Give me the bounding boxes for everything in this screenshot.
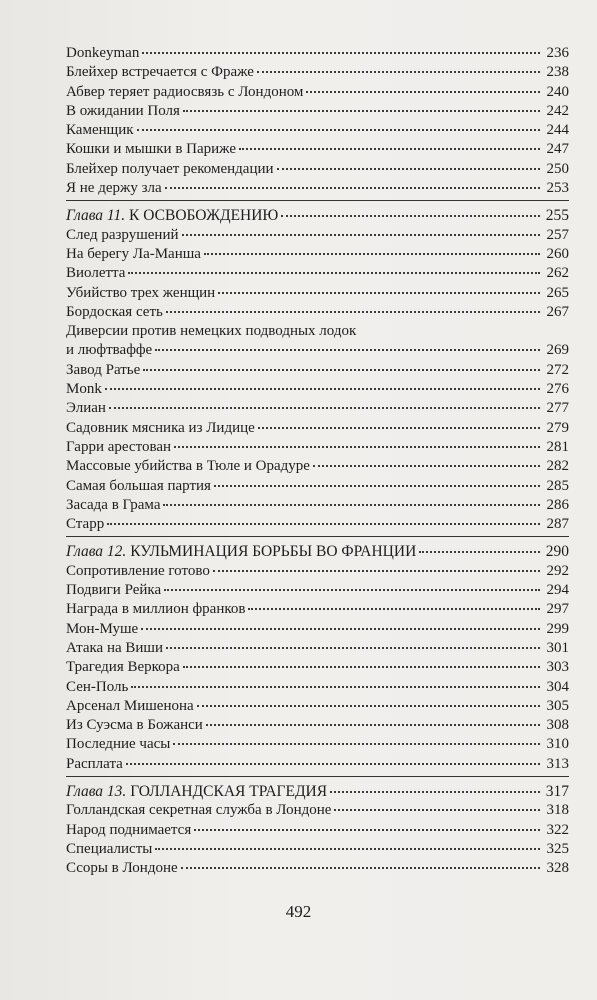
entry-title: Каменщик <box>66 122 134 139</box>
dot-leader <box>281 215 540 217</box>
toc-entry[interactable] <box>66 581 569 600</box>
toc-entry[interactable] <box>66 620 569 639</box>
entry-title: Гарри арестован <box>66 438 172 455</box>
entry-title: Я не держу зла <box>66 180 162 197</box>
section-divider <box>66 200 569 201</box>
chapter-name: КУЛЬМИНАЦИЯ БОРЬБЫ ВО ФРАНЦИИ <box>130 543 417 561</box>
dot-leader <box>105 388 540 390</box>
entry-page: 262 <box>546 265 569 282</box>
entry-page: 286 <box>546 496 569 513</box>
entry-title: Голландская секретная служба в Лондоне <box>66 802 332 819</box>
entry-title: Из Суэсма в Божанси <box>66 717 203 734</box>
entry-title: Специалисты <box>66 840 153 857</box>
toc-entry[interactable] <box>66 755 569 774</box>
entry-title: Ссоры в Лондоне <box>66 860 178 877</box>
toc-entry[interactable] <box>66 264 569 283</box>
entry-page: 272 <box>546 361 569 378</box>
toc-entry[interactable] <box>66 245 569 264</box>
toc-entry[interactable] <box>66 83 569 102</box>
dot-leader <box>194 829 540 831</box>
entry-title: Арсенал Мишенона <box>66 697 194 714</box>
toc-entry[interactable] <box>66 179 569 198</box>
chapter-title <box>66 542 416 561</box>
dot-leader <box>330 791 540 793</box>
entry-page: 304 <box>546 678 569 695</box>
dot-leader <box>183 666 540 668</box>
toc-entry[interactable] <box>66 562 569 581</box>
chapter-page: 255 <box>545 207 569 225</box>
toc-entry[interactable] <box>66 380 569 399</box>
toc-entry[interactable] <box>66 840 569 859</box>
entry-title: Виолетта <box>66 265 126 282</box>
dot-leader <box>128 272 540 274</box>
chapter-number: Глава 12. <box>66 543 127 561</box>
dot-leader <box>248 608 540 610</box>
dot-leader <box>239 148 540 150</box>
entry-title: Блейхер встречается с Фраже <box>66 64 254 81</box>
toc-entry[interactable] <box>66 361 569 380</box>
toc-entry[interactable] <box>66 697 569 716</box>
entry-page: 260 <box>546 245 569 262</box>
chapter-heading[interactable] <box>66 542 569 561</box>
entry-title: Кошки и мышки в Париже <box>66 141 237 158</box>
dot-leader <box>277 168 540 170</box>
chapter-heading[interactable] <box>66 782 569 801</box>
entry-page: 297 <box>546 601 569 618</box>
entry-title: Сопротивление готово <box>66 562 210 579</box>
entry-page: 281 <box>546 438 569 455</box>
chapter-heading[interactable] <box>66 206 569 225</box>
dot-leader <box>131 686 540 688</box>
dot-leader <box>165 187 540 189</box>
entry-page: 292 <box>546 562 569 579</box>
dot-leader <box>181 867 540 869</box>
chapter-title <box>66 206 278 225</box>
entry-title: Donkeyman <box>66 45 140 61</box>
entry-title: и люфтваффе <box>66 342 153 359</box>
entry-page: 303 <box>546 659 569 676</box>
toc-entry[interactable] <box>66 303 569 322</box>
entry-title: Monk <box>66 381 102 398</box>
entry-page: 276 <box>546 381 569 398</box>
dot-leader <box>257 71 540 73</box>
entry-title: Мон-Муше <box>66 620 139 637</box>
entry-page: 282 <box>546 458 569 475</box>
entry-page: 279 <box>546 419 569 436</box>
dot-leader <box>126 763 540 765</box>
entry-title: Последние часы <box>66 736 171 753</box>
toc-entry[interactable] <box>66 102 569 121</box>
entry-page: 285 <box>546 477 569 494</box>
toc-entry[interactable] <box>66 477 569 496</box>
toc-entry[interactable] <box>66 63 569 82</box>
entry-title: Награда в миллион франков <box>66 601 246 618</box>
entry-page: 250 <box>546 160 569 177</box>
table-of-contents <box>66 44 569 878</box>
dot-leader <box>163 504 540 506</box>
entry-page: 308 <box>546 717 569 734</box>
entry-page: 240 <box>546 83 569 100</box>
entry-title: Сен-Поль <box>66 678 129 695</box>
dot-leader <box>258 427 540 429</box>
dot-leader <box>174 446 540 448</box>
entry-page: 236 <box>546 45 569 61</box>
entry-page: 313 <box>546 755 569 772</box>
dot-leader <box>214 485 540 487</box>
entry-page: 269 <box>546 342 569 359</box>
entry-title: Атака на Виши <box>66 639 163 656</box>
section-divider <box>66 776 569 777</box>
dot-leader <box>155 349 540 351</box>
toc-entry[interactable] <box>66 801 569 820</box>
entry-page: 287 <box>546 516 569 533</box>
chapter-number: Глава 13. <box>66 782 127 800</box>
entry-title: В ожидании Поля <box>66 102 180 119</box>
entry-title: Убийство трех женщин <box>66 284 216 301</box>
entry-title: Абвер теряет радиосвязь с Лондоном <box>66 83 304 100</box>
toc-entry[interactable] <box>66 438 569 457</box>
toc-entry[interactable] <box>66 678 569 697</box>
entry-title: Трагедия Веркора <box>66 659 180 676</box>
entry-page: 325 <box>546 840 569 857</box>
entry-page: 301 <box>546 639 569 656</box>
dot-leader <box>206 724 540 726</box>
dot-leader <box>143 369 540 371</box>
dot-leader <box>218 292 540 294</box>
dot-leader <box>204 253 540 255</box>
entry-page: 310 <box>546 736 569 753</box>
dot-leader <box>419 551 540 553</box>
dot-leader <box>182 234 540 236</box>
entry-page: 299 <box>546 620 569 637</box>
chapter-title <box>66 782 327 801</box>
chapter-page: 317 <box>545 782 569 800</box>
dot-leader <box>109 407 540 409</box>
chapter-number: Глава 11. <box>66 207 126 225</box>
entry-page: 257 <box>546 226 569 243</box>
entry-page: 244 <box>546 122 569 139</box>
entry-title: Подвиги Рейка <box>66 582 162 599</box>
toc-entry[interactable] <box>66 859 569 878</box>
dot-leader <box>142 52 540 54</box>
dot-leader <box>183 110 540 112</box>
dot-leader <box>166 311 540 313</box>
entry-title: Блейхер получает рекомендации <box>66 160 274 177</box>
dot-leader <box>155 848 540 850</box>
entry-title: Старр <box>66 516 105 533</box>
toc-entry[interactable] <box>66 399 569 418</box>
toc-entry[interactable] <box>66 735 569 754</box>
entry-page: 322 <box>546 821 569 838</box>
dot-leader <box>213 570 540 572</box>
entry-page: 238 <box>546 64 569 81</box>
dot-leader <box>173 743 540 745</box>
dot-leader <box>197 705 540 707</box>
entry-page: 277 <box>546 400 569 417</box>
toc-entry[interactable] <box>66 821 569 840</box>
entry-title: Засада в Грама <box>66 496 161 513</box>
toc-entry[interactable] <box>66 121 569 140</box>
toc-entry[interactable] <box>66 600 569 619</box>
dot-leader <box>137 129 540 131</box>
toc-entry[interactable] <box>66 639 569 658</box>
toc-entry[interactable] <box>66 341 569 360</box>
entry-title: След разрушений <box>66 226 179 243</box>
entry-page: 247 <box>546 141 569 158</box>
entry-title: Садовник мясника из Лидице <box>66 419 255 436</box>
dot-leader <box>164 589 540 591</box>
entry-page: 328 <box>546 860 569 877</box>
entry-title: Народ поднимается <box>66 821 192 838</box>
entry-title: Завод Ратье <box>66 361 141 378</box>
toc-entry[interactable] <box>66 160 569 179</box>
entry-title: Расплата <box>66 755 123 772</box>
dot-leader <box>107 523 540 525</box>
dot-leader <box>166 647 540 649</box>
toc-entry[interactable] <box>66 140 569 159</box>
section-divider <box>66 536 569 537</box>
toc-entry[interactable] <box>66 658 569 677</box>
entry-page: 242 <box>546 102 569 119</box>
entry-page: 305 <box>546 697 569 714</box>
entry-title: Диверсии против немецких подводных лодок <box>66 323 357 340</box>
chapter-name: ГОЛЛАНДСКАЯ ТРАГЕДИЯ <box>130 782 328 800</box>
toc-entry[interactable] <box>66 284 569 303</box>
toc-entry[interactable] <box>66 419 569 438</box>
entry-page: 253 <box>546 180 569 197</box>
entry-title: Самая большая партия <box>66 477 211 494</box>
entry-title: Бордоская сеть <box>66 303 163 320</box>
toc-entry[interactable] <box>66 515 569 534</box>
dot-leader <box>306 91 540 93</box>
toc-entry[interactable] <box>66 226 569 245</box>
entry-page: 318 <box>546 802 569 819</box>
toc-entry[interactable] <box>66 44 569 63</box>
entry-page: 267 <box>546 303 569 320</box>
entry-title: Массовые убийства в Тюле и Орадуре <box>66 458 310 475</box>
entry-page: 294 <box>546 582 569 599</box>
chapter-page: 290 <box>545 543 569 561</box>
toc-entry[interactable] <box>66 322 569 341</box>
page-number: 492 <box>285 902 312 921</box>
entry-title: На берегу Ла-Манша <box>66 245 201 262</box>
toc-entry[interactable] <box>66 496 569 515</box>
dot-leader <box>141 628 540 630</box>
dot-leader <box>313 465 540 467</box>
dot-leader <box>334 809 540 811</box>
toc-entry[interactable] <box>66 457 569 476</box>
chapter-name: К ОСВОБОЖДЕНИЮ <box>129 207 279 225</box>
entry-title: Элиан <box>66 400 106 417</box>
toc-entry[interactable] <box>66 716 569 735</box>
entry-page: 265 <box>546 284 569 301</box>
